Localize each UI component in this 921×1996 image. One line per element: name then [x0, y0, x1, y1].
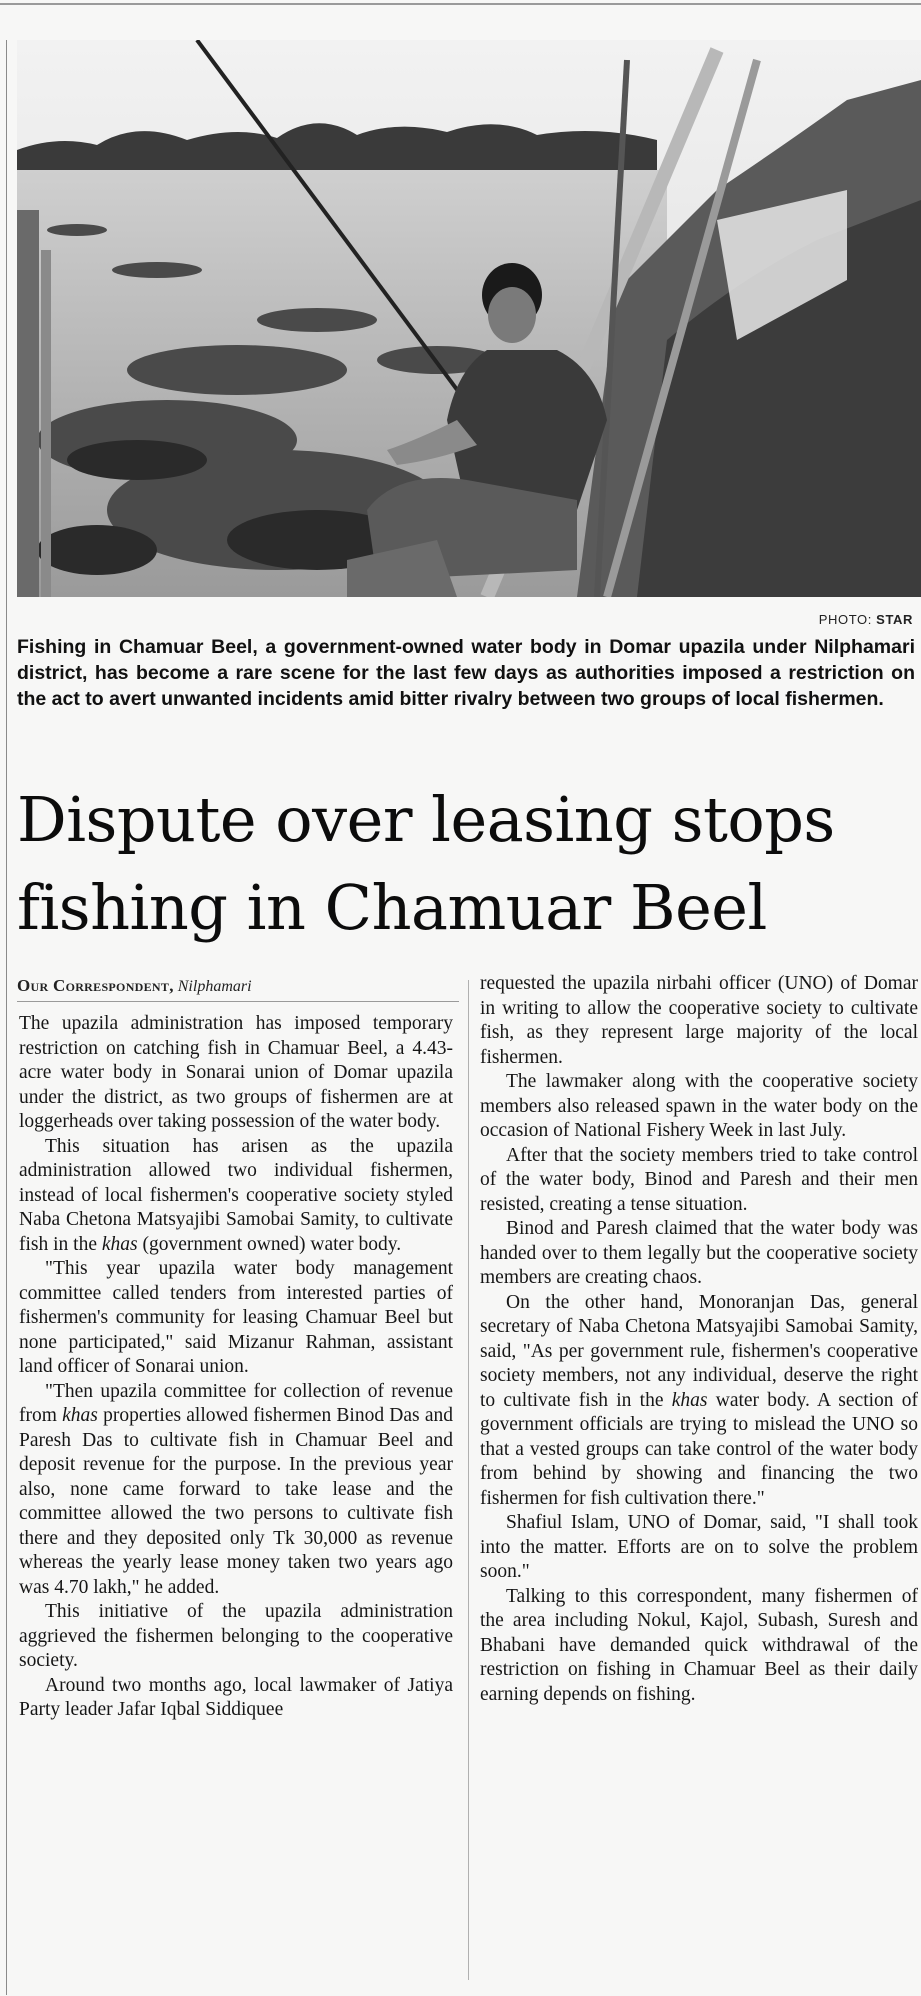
article-paragraph: requested the upazila nirbahi officer (UNO) of Domar in writing to allow the cooperative society to cultivate fish, as they represent large majority of the local fishermen. — [480, 973, 918, 1068]
fisherman-photo-illustration — [17, 40, 921, 597]
article-paragraph: On the other hand, Monoranjan Das, general secretary of Naba Chetona Matsyajibi Samobai Samity, said, "As per government rule, fishermen's cooperative society members, not any individual, deserve the right to cultivate fish in the khas water body. A section of government officials are trying to mislead the UNO so that a vested groups can take control of the water body from behind by showing and financing the two fishermen for fish cultivation there." — [480, 1291, 919, 1509]
article-paragraph: "Then upazila committee for collection of revenue from khas properties allowed fishermen Binod Das and Paresh Das to cultivate fish in Chamuar Beel and deposit revenue for the purpose. In the previous year also, none came forward to take lease and the committee allowed the two persons to cultivate fish there and they deposited only Tk 30,000 as revenue whereas the yearly lease money taken two years ago was 4.70 lakh," he added. — [19, 1380, 454, 1598]
byline — [17, 976, 457, 996]
byline-location: Nilphamari — [177, 978, 252, 995]
article-paragraph: "This year upazila water body management committee called tenders from interested parties of fishermen's community for leasing Chamuar Beel but none participated," said Mizanur Rahman, assistant land officer of Sonarai union. — [19, 1258, 453, 1377]
article-paragraph: The lawmaker along with the cooperative society members also released spawn in the water body on the occasion of National Fishery Week in last July. — [480, 1071, 918, 1141]
article-paragraph: This initiative of the upazila administration aggrieved the fishermen belonging to the cooperative society. — [19, 1601, 453, 1671]
article-paragraph: The upazila administration has imposed temporary restriction on catching fish in Chamuar Beel, a 4.43-acre water body in Sonarai union of Domar upazila under the district, as two groups of fishermen are at loggerheads over taking possession of the water body. — [19, 1013, 453, 1132]
byline-rule — [17, 1001, 459, 1002]
photo-caption: Fishing in Chamuar Beel, a government-owned water body in Domar upazila under Nilphamari district, has become a rare scene for the last few days as authorities imposed a restriction on the act to avert unwanted incidents amid bitter rivalry between two groups of local fishermen. — [17, 636, 915, 710]
article-paragraph: Binod and Paresh claimed that the water body was handed over to them legally but the cooperative society members are creating chaos. — [480, 1218, 918, 1288]
column-rule-left — [6, 40, 7, 1995]
photo-credit — [819, 612, 913, 627]
news-photo — [17, 40, 921, 597]
headline: Dispute over leasing stops fishing in Chamuar Beel — [17, 783, 835, 944]
column-divider — [468, 980, 469, 1980]
photo-credit-label: PHOTO: — [818, 612, 872, 627]
article-paragraph: Shafiul Islam, UNO of Domar, said, "I shall took into the matter. Efforts are on to solve the problem soon." — [480, 1512, 918, 1582]
byline-author: Our Correspondent, — [17, 976, 174, 995]
article-paragraph: Around two months ago, local lawmaker of Jatiya Party leader Jafar Iqbal Siddiquee — [19, 1674, 453, 1720]
article-column-1 — [19, 1012, 453, 1723]
article-paragraph: This situation has arisen as the upazila administration allowed two individual fishermen, instead of local fishermen's cooperative society styled Naba Chetona Matsyajibi Samobai Samity, to cultivate fish in the khas (government owned) water body. — [19, 1135, 453, 1255]
photo-credit-source: STAR — [876, 612, 913, 627]
article-column-2 — [480, 972, 918, 1707]
article-paragraph: Talking to this correspondent, many fishermen of the area including Nokul, Kajol, Subash, Suresh and Bhabani have demanded quick withdrawal of the restriction on fishing in Chamuar Beel as their daily earning depends on fishing. — [480, 1585, 918, 1705]
top-rule — [0, 3, 921, 5]
article-paragraph: After that the society members tried to take control of the water body, Binod and Paresh and their men resisted, creating a tense situation. — [480, 1144, 918, 1215]
